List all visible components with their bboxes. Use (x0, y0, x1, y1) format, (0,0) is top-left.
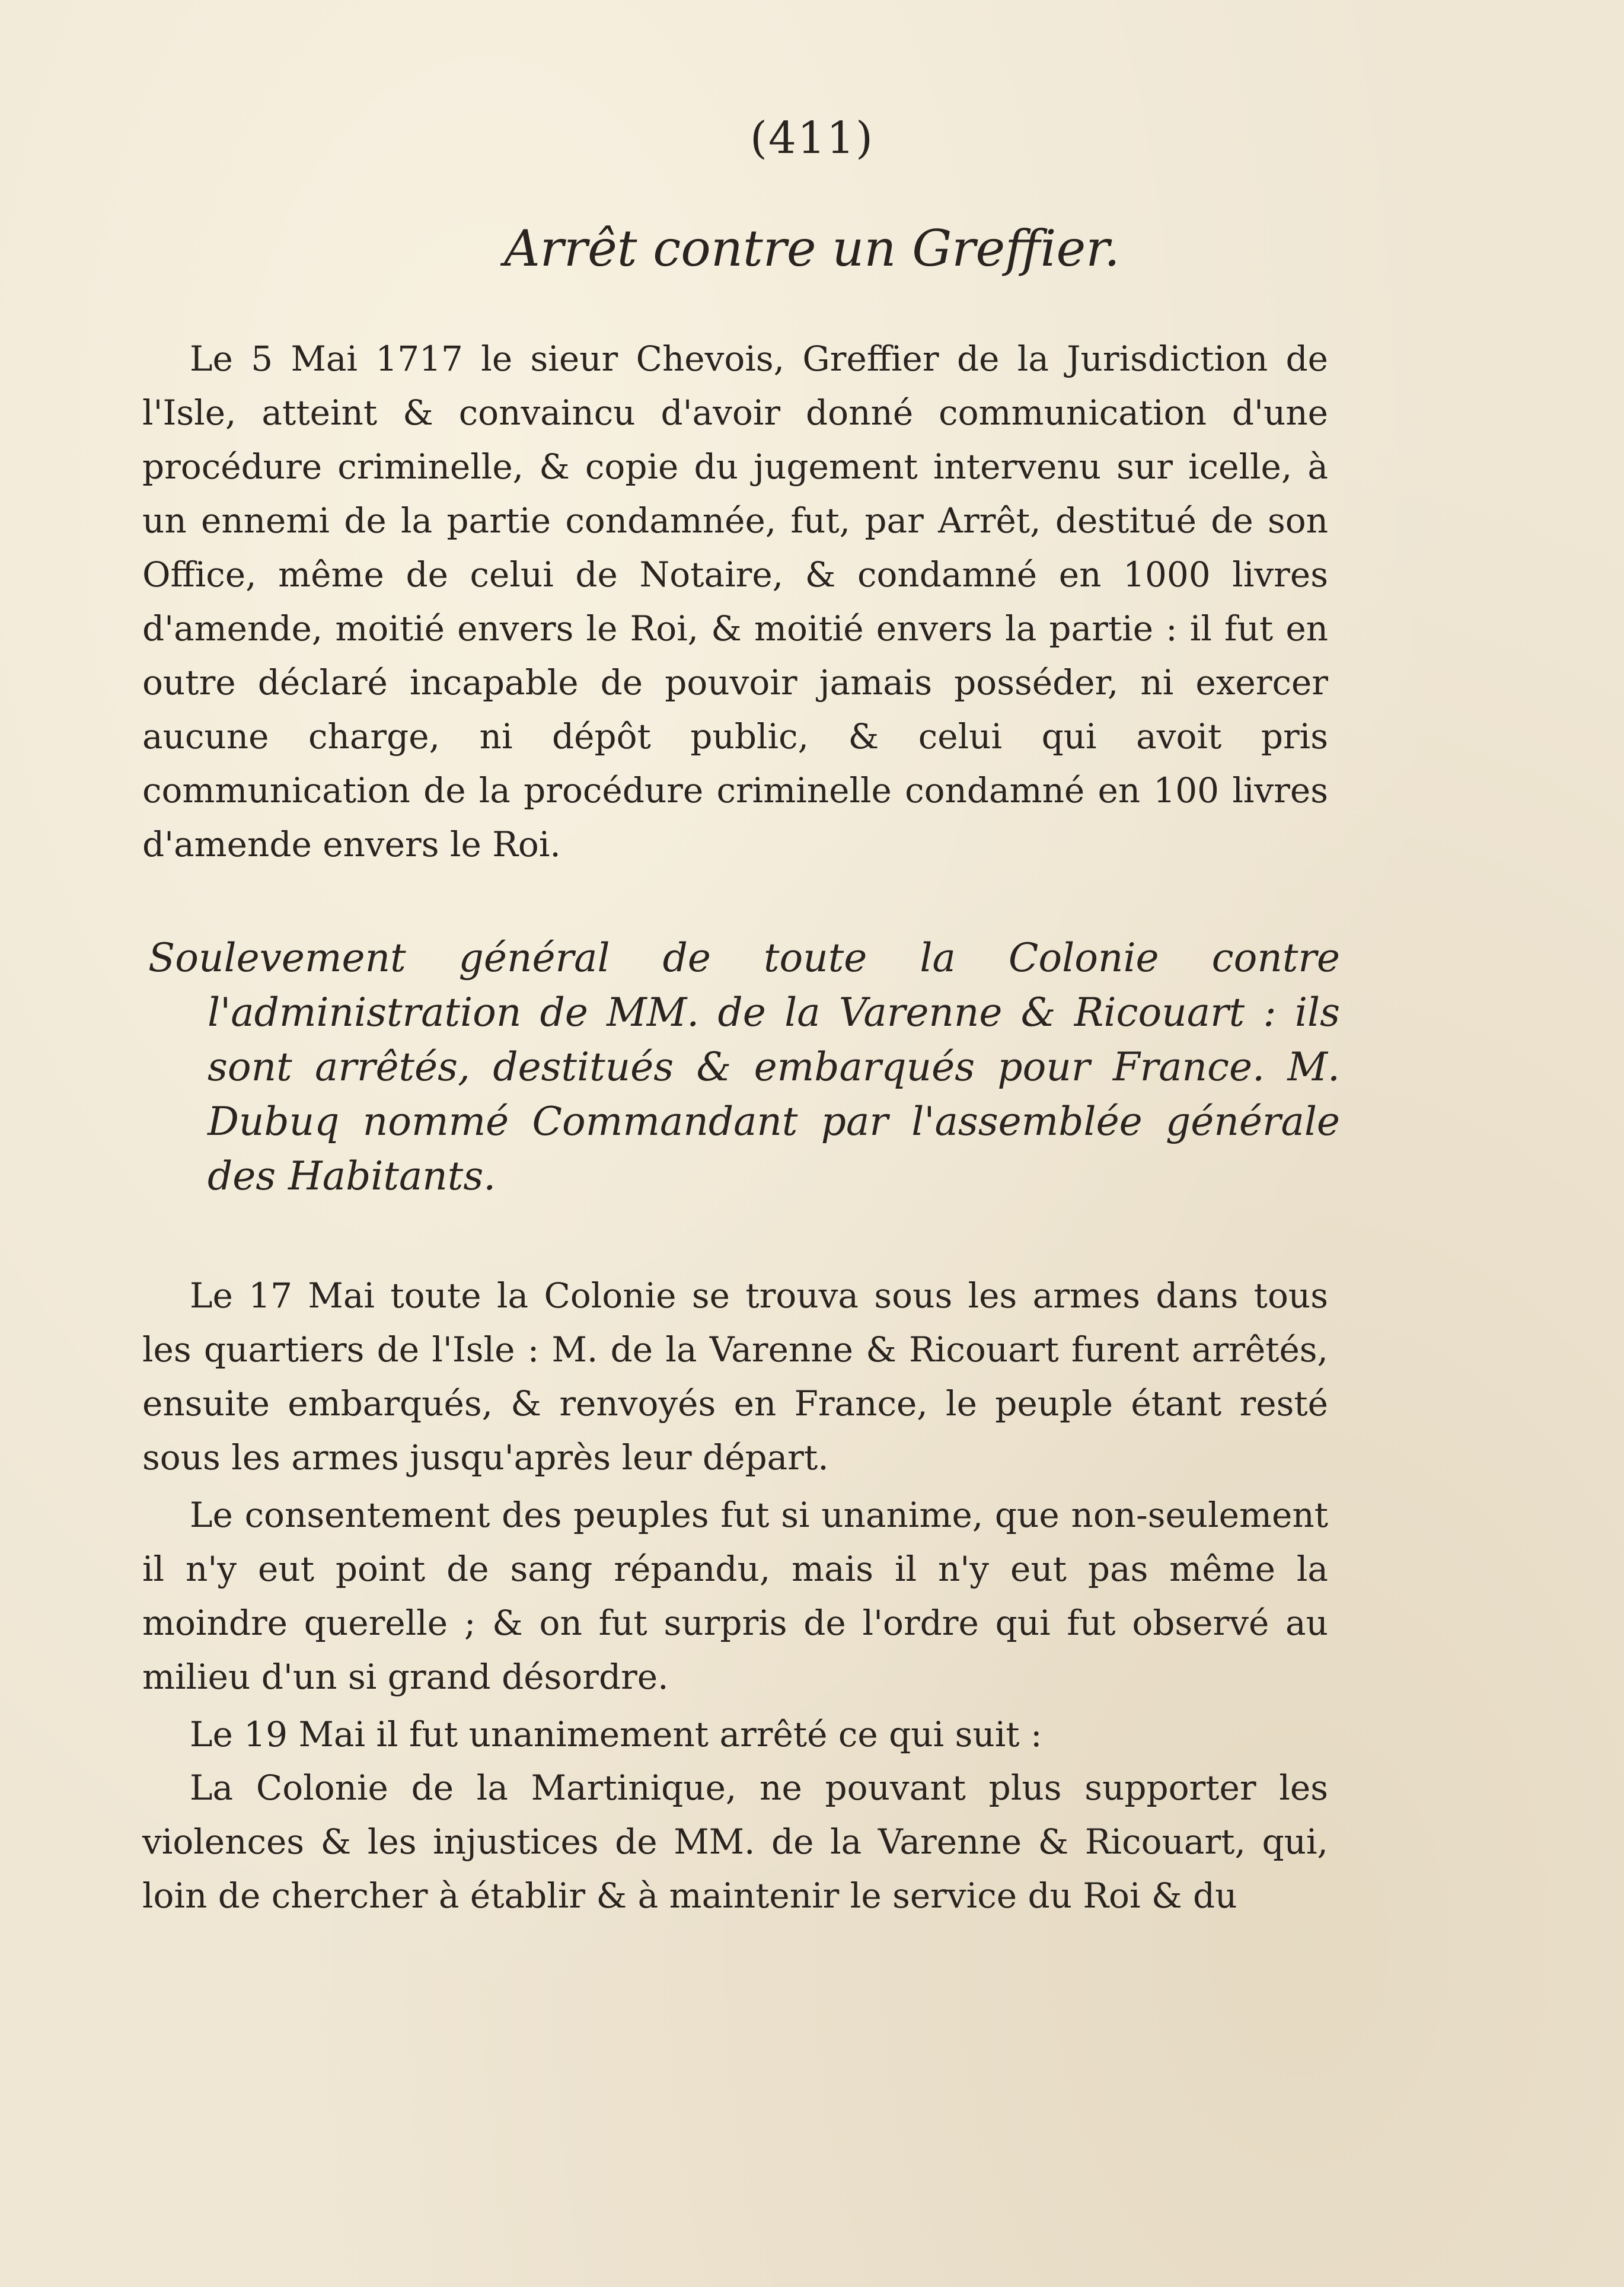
paragraph-2: Le 17 Mai toute la Colonie se trouva sous les armes dans tous les quartiers de l'Isle : M. de la Varenne & Ricouart furent arrêtés, ensuite embarqués, & renvoyés en France, le peuple étant resté sous les armes jusqu'après leur départ. (142, 1275, 1328, 1478)
paragraph-5: La Colonie de la Martinique, ne pouvant plus supporter les violences & les injustices de MM. de la Varenne & Ricouart, qui, loin de chercher à établir & à maintenir le service du Roi & du (142, 1768, 1328, 1916)
page-number: (411) (750, 113, 874, 164)
paragraph-4: Le 19 Mai il fut unanimement arrêté ce qui suit : (190, 1714, 1042, 1755)
paragraph-1: Le 5 Mai 1717 le sieur Chevois, Greffier de la Jurisdiction de l'Isle, atteint & convaincu d'avoir donné communication d'une procédure criminelle, & copie du jugement intervenu sur icelle, à un ennemi de la partie condamnée, fut, par Arrêt, destitué de son Office, même de celui de Notaire, & condamné en 1000 livres d'amende, moitié envers le Roi, & moitié envers la partie : il fut en outre déclaré incapable de pouvoir jamais posséder, ni exercer aucune charge, ni dépôt public, & celui qui avoit pris communication de la procédure criminelle condamné en 100 livres d'amende envers le Roi. (142, 339, 1328, 865)
paragraph-3: Le consentement des peuples fut si unanime, que non-seulement il n'y eut point de sang répandu, mais il n'y eut pas même la moindre querelle ; & on fut surpris de l'ordre qui fut observé au milieu d'un si grand désordre. (142, 1495, 1328, 1697)
section-title: Arrêt contre un Greffier. (504, 219, 1120, 277)
section-heading-soulevement: Soulevement général de toute la Colonie contre l'administration de MM. de la Varenne & Ricouart : ils sont arrêtés, destitués & embarqués pour France. M. Dubuq nommé Commandant par l'assemblée générale des Habitants. (148, 935, 1340, 1199)
